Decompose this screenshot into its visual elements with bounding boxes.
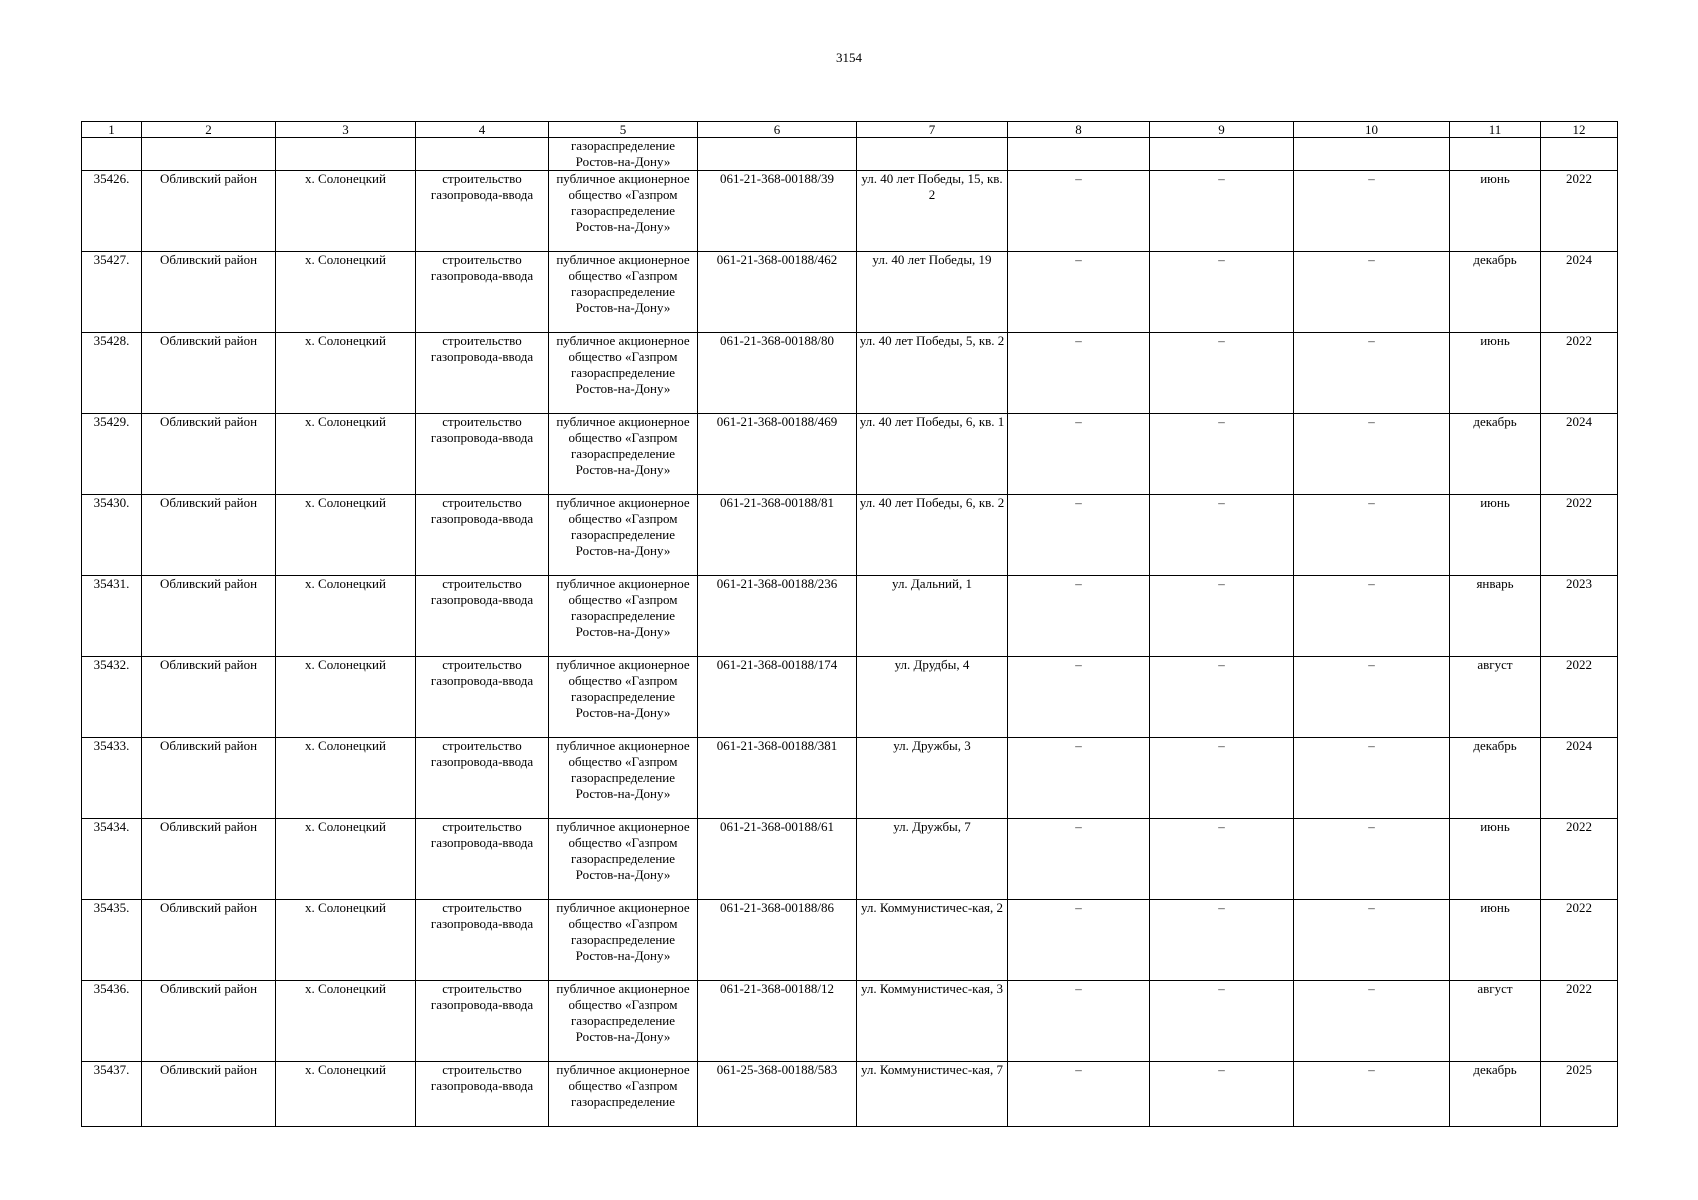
cell-col-8: –	[1008, 495, 1150, 576]
cell-empty	[276, 138, 416, 171]
cell-owner: публичное акционерное общество «Газпром газораспределение Ростов-на-Дону»	[549, 252, 698, 333]
cell-year: 2022	[1541, 981, 1618, 1062]
cell-month: июнь	[1450, 819, 1541, 900]
cell-empty	[82, 138, 142, 171]
cell-month: июнь	[1450, 171, 1541, 252]
cell-owner: публичное акционерное общество «Газпром газораспределение	[549, 1062, 698, 1127]
cell-number: 35430.	[82, 495, 142, 576]
cell-work-type: строительство газопровода-ввода	[416, 576, 549, 657]
cell-code: 061-21-368-00188/469	[698, 414, 857, 495]
cell-code: 061-21-368-00188/381	[698, 738, 857, 819]
column-number: 9	[1150, 122, 1294, 138]
table-row	[82, 171, 1618, 252]
cell-settlement: х. Солонецкий	[276, 495, 416, 576]
cell-address: ул. 40 лет Победы, 15, кв. 2	[857, 171, 1008, 252]
cell-address: ул. Коммунистичес-кая, 3	[857, 981, 1008, 1062]
cell-number: 35426.	[82, 171, 142, 252]
table-row	[82, 333, 1618, 414]
cell-number: 35435.	[82, 900, 142, 981]
cell-work-type: строительство газопровода-ввода	[416, 657, 549, 738]
cell-col-8: –	[1008, 819, 1150, 900]
column-number: 11	[1450, 122, 1541, 138]
cell-col-10: –	[1294, 333, 1450, 414]
cell-settlement: х. Солонецкий	[276, 1062, 416, 1127]
cell-col-9: –	[1150, 738, 1294, 819]
cell-number: 35428.	[82, 333, 142, 414]
column-number: 10	[1294, 122, 1450, 138]
cell-district: Обливский район	[142, 171, 276, 252]
cell-code: 061-21-368-00188/174	[698, 657, 857, 738]
cell-col-8: –	[1008, 1062, 1150, 1127]
cell-col-9: –	[1150, 333, 1294, 414]
column-number: 1	[82, 122, 142, 138]
continuation-row	[82, 138, 1618, 171]
cell-district: Обливский район	[142, 252, 276, 333]
cell-code: 061-25-368-00188/583	[698, 1062, 857, 1127]
cell-col-10: –	[1294, 576, 1450, 657]
cell-address: ул. Друдбы, 4	[857, 657, 1008, 738]
cell-number: 35432.	[82, 657, 142, 738]
column-number: 3	[276, 122, 416, 138]
cell-settlement: х. Солонецкий	[276, 981, 416, 1062]
cell-year: 2024	[1541, 738, 1618, 819]
cell-work-type: строительство газопровода-ввода	[416, 981, 549, 1062]
cell-settlement: х. Солонецкий	[276, 333, 416, 414]
cell-number: 35433.	[82, 738, 142, 819]
cell-col-9: –	[1150, 495, 1294, 576]
cell-code: 061-21-368-00188/39	[698, 171, 857, 252]
cell-work-type: строительство газопровода-ввода	[416, 414, 549, 495]
cell-col-8: –	[1008, 414, 1150, 495]
cell-col-8: –	[1008, 576, 1150, 657]
cell-col-8: –	[1008, 738, 1150, 819]
cell-district: Обливский район	[142, 576, 276, 657]
column-number: 4	[416, 122, 549, 138]
cell-settlement: х. Солонецкий	[276, 819, 416, 900]
column-number: 8	[1008, 122, 1150, 138]
cell-settlement: х. Солонецкий	[276, 171, 416, 252]
cell-col-10: –	[1294, 819, 1450, 900]
cell-year: 2024	[1541, 414, 1618, 495]
cell-settlement: х. Солонецкий	[276, 900, 416, 981]
cell-col-10: –	[1294, 900, 1450, 981]
cell-number: 35434.	[82, 819, 142, 900]
cell-empty	[1541, 138, 1618, 171]
cell-empty	[1150, 138, 1294, 171]
cell-col-9: –	[1150, 171, 1294, 252]
cell-address: ул. Дружбы, 3	[857, 738, 1008, 819]
cell-address: ул. Коммунистичес-кая, 7	[857, 1062, 1008, 1127]
cell-empty	[1294, 138, 1450, 171]
cell-empty	[1450, 138, 1541, 171]
cell-col-10: –	[1294, 657, 1450, 738]
gas-pipeline-registry-table	[81, 121, 1618, 1127]
table-row	[82, 576, 1618, 657]
cell-year: 2022	[1541, 495, 1618, 576]
cell-year: 2022	[1541, 333, 1618, 414]
cell-col-8: –	[1008, 657, 1150, 738]
cell-owner: газораспределение Ростов-на-Дону»	[549, 138, 698, 171]
column-number: 12	[1541, 122, 1618, 138]
table-row	[82, 900, 1618, 981]
column-number: 6	[698, 122, 857, 138]
cell-empty	[857, 138, 1008, 171]
cell-col-9: –	[1150, 576, 1294, 657]
cell-month: август	[1450, 657, 1541, 738]
cell-col-10: –	[1294, 1062, 1450, 1127]
table-row	[82, 657, 1618, 738]
cell-work-type: строительство газопровода-ввода	[416, 333, 549, 414]
cell-district: Обливский район	[142, 900, 276, 981]
cell-col-10: –	[1294, 738, 1450, 819]
cell-settlement: х. Солонецкий	[276, 252, 416, 333]
cell-year: 2022	[1541, 657, 1618, 738]
table-row	[82, 1062, 1618, 1127]
column-number: 2	[142, 122, 276, 138]
cell-address: ул. Дружбы, 7	[857, 819, 1008, 900]
cell-code: 061-21-368-00188/462	[698, 252, 857, 333]
cell-owner: публичное акционерное общество «Газпром газораспределение Ростов-на-Дону»	[549, 414, 698, 495]
cell-month: январь	[1450, 576, 1541, 657]
cell-month: декабрь	[1450, 252, 1541, 333]
cell-year: 2025	[1541, 1062, 1618, 1127]
cell-work-type: строительство газопровода-ввода	[416, 1062, 549, 1127]
cell-year: 2022	[1541, 171, 1618, 252]
table-row	[82, 981, 1618, 1062]
cell-number: 35431.	[82, 576, 142, 657]
cell-code: 061-21-368-00188/86	[698, 900, 857, 981]
cell-address: ул. Коммунистичес-кая, 2	[857, 900, 1008, 981]
cell-empty	[698, 138, 857, 171]
cell-number: 35437.	[82, 1062, 142, 1127]
cell-address: ул. 40 лет Победы, 6, кв. 1	[857, 414, 1008, 495]
cell-code: 061-21-368-00188/12	[698, 981, 857, 1062]
cell-col-9: –	[1150, 414, 1294, 495]
cell-col-8: –	[1008, 252, 1150, 333]
cell-owner: публичное акционерное общество «Газпром газораспределение Ростов-на-Дону»	[549, 171, 698, 252]
cell-work-type: строительство газопровода-ввода	[416, 252, 549, 333]
page-number: 3154	[836, 50, 862, 65]
cell-owner: публичное акционерное общество «Газпром газораспределение Ростов-на-Дону»	[549, 495, 698, 576]
cell-work-type: строительство газопровода-ввода	[416, 900, 549, 981]
table-row	[82, 414, 1618, 495]
cell-district: Обливский район	[142, 333, 276, 414]
cell-district: Обливский район	[142, 495, 276, 576]
cell-owner: публичное акционерное общество «Газпром газораспределение Ростов-на-Дону»	[549, 576, 698, 657]
cell-number: 35436.	[82, 981, 142, 1062]
cell-address: ул. 40 лет Победы, 5, кв. 2	[857, 333, 1008, 414]
cell-year: 2022	[1541, 819, 1618, 900]
cell-col-9: –	[1150, 252, 1294, 333]
cell-year: 2022	[1541, 900, 1618, 981]
cell-month: декабрь	[1450, 738, 1541, 819]
cell-district: Обливский район	[142, 414, 276, 495]
table-row	[82, 819, 1618, 900]
cell-owner: публичное акционерное общество «Газпром газораспределение Ростов-на-Дону»	[549, 738, 698, 819]
cell-work-type: строительство газопровода-ввода	[416, 171, 549, 252]
cell-col-9: –	[1150, 981, 1294, 1062]
cell-col-9: –	[1150, 900, 1294, 981]
cell-district: Обливский район	[142, 738, 276, 819]
column-number-row	[82, 122, 1618, 138]
column-number: 7	[857, 122, 1008, 138]
cell-settlement: х. Солонецкий	[276, 738, 416, 819]
column-number: 5	[549, 122, 698, 138]
cell-col-9: –	[1150, 1062, 1294, 1127]
cell-month: август	[1450, 981, 1541, 1062]
cell-code: 061-21-368-00188/236	[698, 576, 857, 657]
cell-work-type: строительство газопровода-ввода	[416, 738, 549, 819]
cell-col-10: –	[1294, 171, 1450, 252]
cell-settlement: х. Солонецкий	[276, 576, 416, 657]
cell-code: 061-21-368-00188/80	[698, 333, 857, 414]
cell-empty	[1008, 138, 1150, 171]
cell-col-9: –	[1150, 657, 1294, 738]
cell-col-10: –	[1294, 252, 1450, 333]
cell-owner: публичное акционерное общество «Газпром газораспределение Ростов-на-Дону»	[549, 900, 698, 981]
cell-code: 061-21-368-00188/61	[698, 819, 857, 900]
cell-year: 2024	[1541, 252, 1618, 333]
cell-month: декабрь	[1450, 1062, 1541, 1127]
cell-empty	[416, 138, 549, 171]
cell-number: 35427.	[82, 252, 142, 333]
cell-col-10: –	[1294, 414, 1450, 495]
cell-year: 2023	[1541, 576, 1618, 657]
cell-address: ул. 40 лет Победы, 6, кв. 2	[857, 495, 1008, 576]
cell-month: июнь	[1450, 900, 1541, 981]
cell-month: декабрь	[1450, 414, 1541, 495]
cell-district: Обливский район	[142, 981, 276, 1062]
cell-address: ул. Дальний, 1	[857, 576, 1008, 657]
cell-owner: публичное акционерное общество «Газпром газораспределение Ростов-на-Дону»	[549, 657, 698, 738]
cell-work-type: строительство газопровода-ввода	[416, 819, 549, 900]
cell-col-8: –	[1008, 171, 1150, 252]
cell-owner: публичное акционерное общество «Газпром газораспределение Ростов-на-Дону»	[549, 819, 698, 900]
cell-month: июнь	[1450, 495, 1541, 576]
cell-address: ул. 40 лет Победы, 19	[857, 252, 1008, 333]
table-row	[82, 252, 1618, 333]
cell-owner: публичное акционерное общество «Газпром газораспределение Ростов-на-Дону»	[549, 333, 698, 414]
cell-col-8: –	[1008, 333, 1150, 414]
cell-code: 061-21-368-00188/81	[698, 495, 857, 576]
cell-work-type: строительство газопровода-ввода	[416, 495, 549, 576]
cell-number: 35429.	[82, 414, 142, 495]
table-row	[82, 495, 1618, 576]
cell-col-9: –	[1150, 819, 1294, 900]
cell-district: Обливский район	[142, 1062, 276, 1127]
cell-empty	[142, 138, 276, 171]
table-row	[82, 738, 1618, 819]
cell-settlement: х. Солонецкий	[276, 657, 416, 738]
cell-settlement: х. Солонецкий	[276, 414, 416, 495]
cell-col-8: –	[1008, 900, 1150, 981]
cell-district: Обливский район	[142, 819, 276, 900]
cell-month: июнь	[1450, 333, 1541, 414]
cell-district: Обливский район	[142, 657, 276, 738]
cell-col-8: –	[1008, 981, 1150, 1062]
cell-owner: публичное акционерное общество «Газпром газораспределение Ростов-на-Дону»	[549, 981, 698, 1062]
cell-col-10: –	[1294, 981, 1450, 1062]
cell-col-10: –	[1294, 495, 1450, 576]
